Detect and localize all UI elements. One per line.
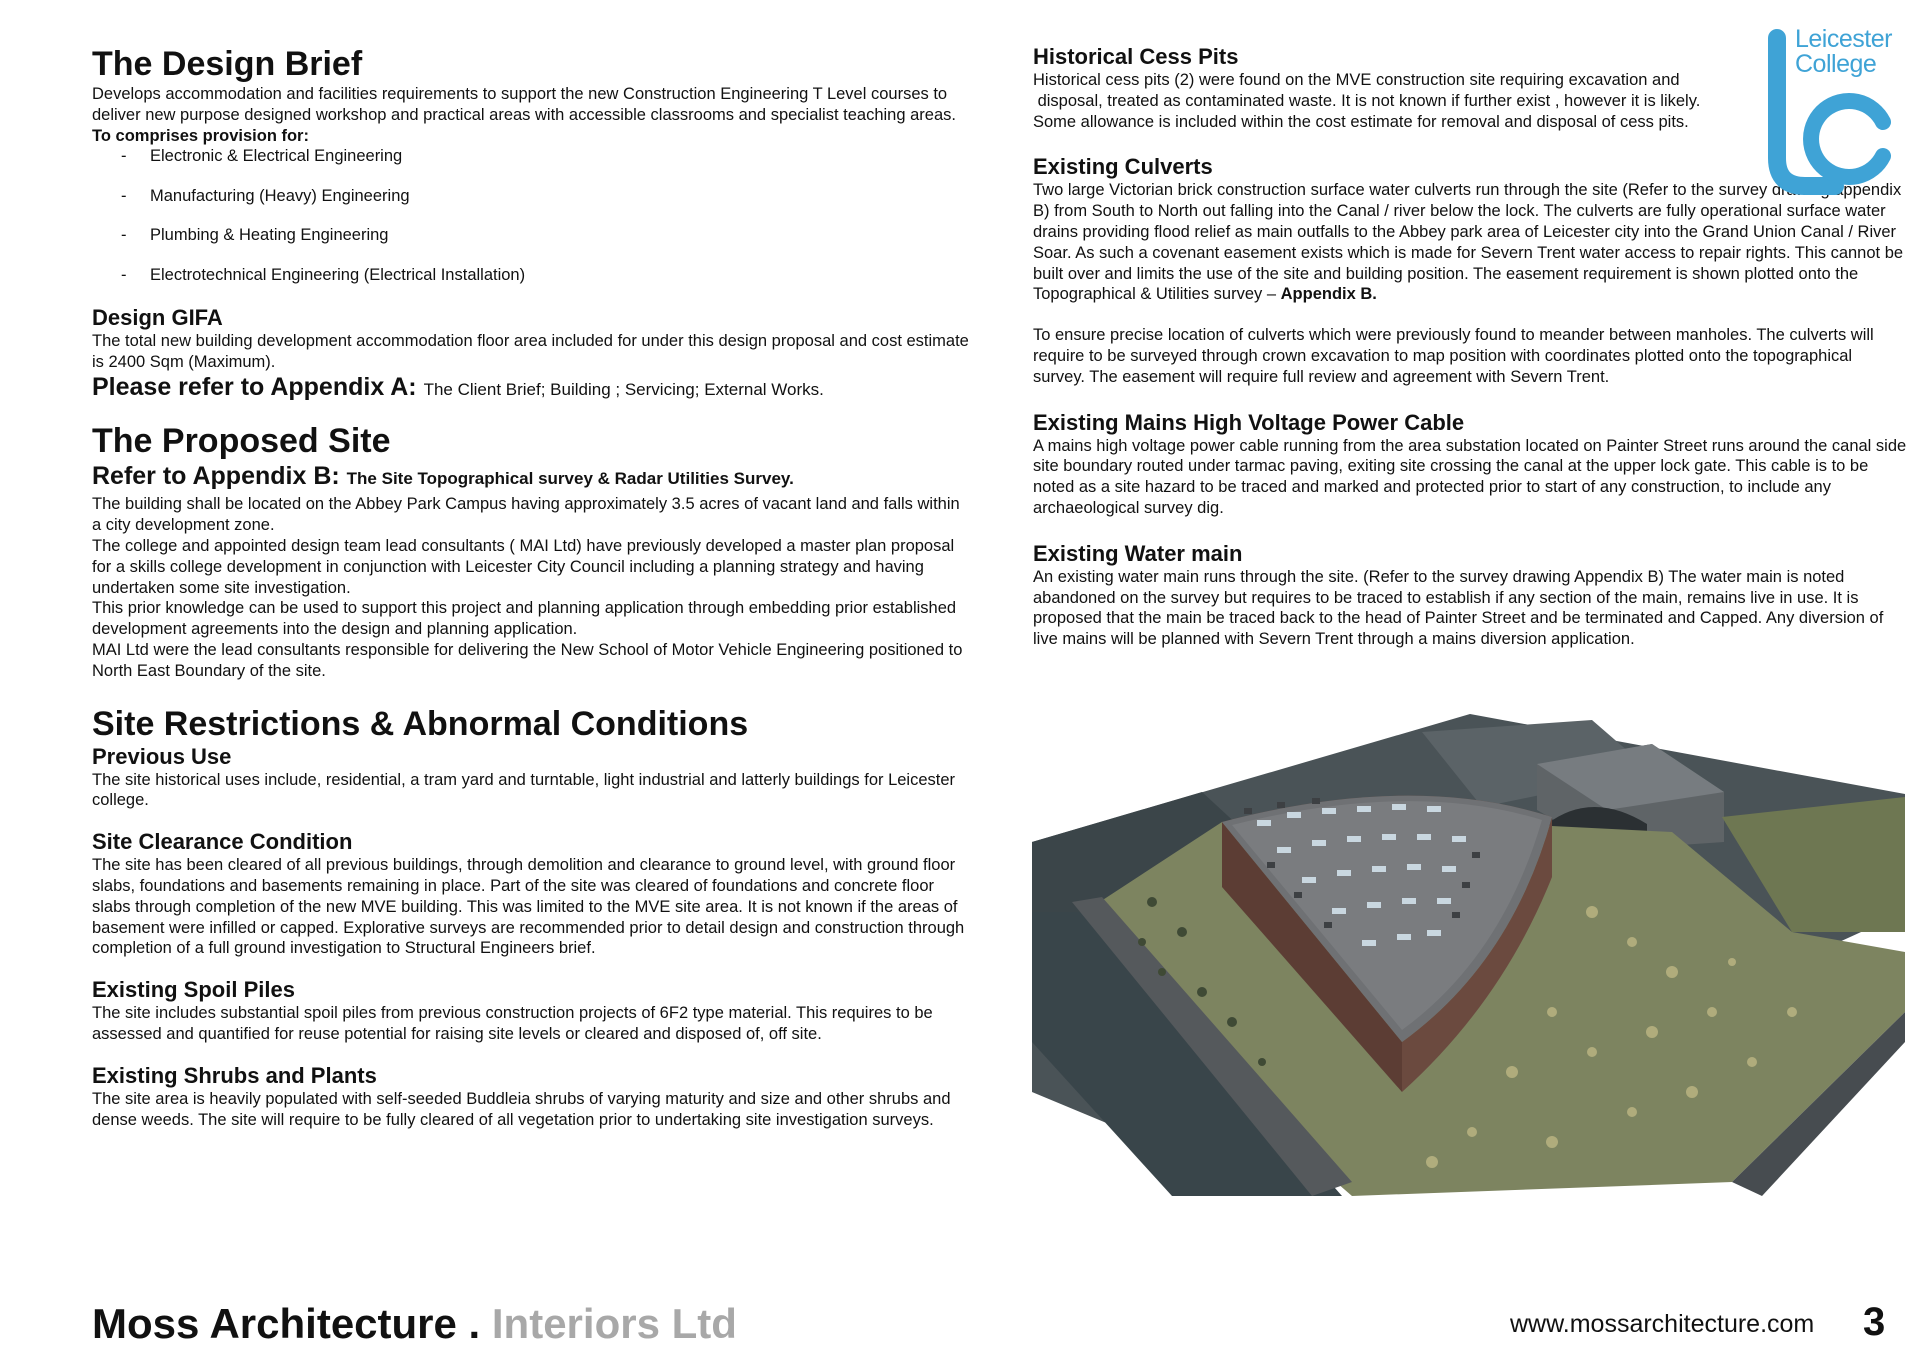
- appendix-a-text: The Client Brief; Building ; Servicing; External Works.: [423, 380, 824, 400]
- brand-name: Moss Architecture .: [92, 1300, 481, 1347]
- comprises-label: To comprises provision for:: [92, 126, 309, 145]
- left-column: [92, 44, 972, 1130]
- appendix-a-reference: [92, 372, 972, 405]
- culverts-text: Two large Victorian brick construction surface water culverts run through the site (Refer to the survey drawing appendix B) from South to North out falling into the Canal / river below the lock. The culverts are fully operational surface water drains providing flood relief as main outfalls to the Abbey park area of Leicester city into the Grand Union Canal / River Soar. As such a covenant easement exists which is made for Severn Trent water access to repair rights. This cannot be built over and limits the use of the site and building position. The easement requirement is shown plotted onto the Topographical & Utilities survey –: [1033, 181, 1904, 304]
- list-item: - Manufacturing (Heavy) Engineering: [121, 186, 972, 226]
- water-main-title: Existing Water main: [1033, 540, 1243, 566]
- spoil-piles-title: Existing Spoil Piles: [92, 977, 295, 1003]
- list-item: - Plumbing & Heating Engineering: [121, 225, 972, 265]
- list-item: - Electrotechnical Engineering (Electrical Installation): [121, 265, 972, 291]
- brand-suffix: Interiors Ltd: [491, 1300, 737, 1347]
- previous-use-title: Previous Use: [92, 743, 232, 769]
- proposed-site-paragraph: The building shall be located on the Abbey Park Campus having approximately 3.5 acres of vacant land and falls within a city development zone.: [92, 495, 960, 535]
- water-main-body: An existing water main runs through the site. (Refer to the survey drawing Appendix B) The water main is noted abandoned on the survey but requires to be traced to establish if any section of the main, remains live in use. It is proposed that the main be traced back to the head of Painter Street and be terminated and Capped. Any diversion of live mains will be planned with Severn Trent through a mains diversion application.: [1033, 567, 1884, 649]
- logo-line-2: College: [1795, 50, 1877, 78]
- footer-brand: [92, 1300, 737, 1348]
- cess-pits-line: disposal, treated as contaminated waste. It is not known if further exist , however it is likely.: [1033, 91, 1701, 110]
- appendix-b-label: Refer to Appendix B:: [92, 462, 340, 491]
- logo-text: [1795, 27, 1892, 77]
- list-item: - Electronic & Electrical Engineering: [121, 146, 972, 186]
- footer-url[interactable]: www.mossarchitecture.com: [1510, 1310, 1815, 1338]
- cess-pits-line: Some allowance is included within the cost estimate for removal and disposal of cess pits.: [1033, 112, 1689, 131]
- page-number: 3: [1863, 1300, 1886, 1344]
- proposed-site-title: The Proposed Site: [92, 422, 391, 461]
- spoil-piles-body: The site includes substantial spoil piles from previous construction projects of 6F2 type material. This requires to be assessed and quantified for reuse potential for raising site levels or cleared and disposed of, off site.: [92, 1004, 933, 1044]
- provision-list: [92, 146, 972, 291]
- culverts-body: [1033, 180, 1908, 305]
- cess-pits-line: Historical cess pits (2) were found on the MVE construction site requiring excavation and: [1033, 71, 1680, 89]
- appendix-b-text: The Site Topographical survey & Radar Utilities Survey.: [346, 469, 794, 489]
- design-gifa-body: The total new building development accommodation floor area included for under this design proposal and cost estimate is 2400 Sqm (Maximum).: [92, 331, 969, 371]
- proposed-site-paragraph: MAI Ltd were the lead consultants responsible for delivering the New School of Motor Vehicle Engineering positioned to North East Boundary of the site.: [92, 641, 963, 680]
- design-brief-body: Develops accommodation and facilities requirements to support the new Construction Engineering T Level courses to deliver new purpose designed workshop and practical areas with accessible classrooms and specialist teaching areas.: [92, 85, 956, 124]
- shrubs-body: The site area is heavily populated with self-seeded Buddleia shrubs of varying maturity and size and other shrubs and dense weeds. The site will require to be fully cleared of all vegetation prior to undertaking site investigation surveys.: [92, 1089, 951, 1129]
- site-clearance-title: Site Clearance Condition: [92, 829, 353, 855]
- culverts-body-2: To ensure precise location of culverts which were previously found to meander between manholes. The culverts will require to be surveyed through crown excavation to map position with coordinates plotted onto the topographical survey. The easement will require full review and agreement with Severn Trent.: [1033, 326, 1874, 386]
- power-cable-body: A mains high voltage power cable running from the area substation located on Painter Street runs around the canal side site boundary routed under tarmac paving, exiting site crossing the canal at the upper lock gate. This cable is to be noted as a site hazard to be traced and marked and protected prior to start of any construction, to include any archaeological survey dig.: [1033, 436, 1907, 517]
- design-gifa-title: Design GIFA: [92, 304, 223, 330]
- shrubs-title: Existing Shrubs and Plants: [92, 1062, 377, 1088]
- power-cable-title: Existing Mains High Voltage Power Cable: [1033, 409, 1465, 435]
- proposed-site-paragraph: The college and appointed design team lead consultants ( MAI Ltd) have previously developed a master plan proposal for a skills college development in conjunction with Leicester City Council including a planning strategy and having undertaken some site investigation.: [92, 537, 955, 597]
- site-restrictions-title: Site Restrictions & Abnormal Conditions: [92, 704, 749, 743]
- building-aerial-render: [1032, 712, 1905, 1196]
- culverts-appendix-ref: Appendix B.: [1280, 285, 1377, 304]
- logo-line-1: Leicester: [1795, 25, 1892, 53]
- previous-use-body: The site historical uses include, residential, a tram yard and turntable, light industrial and latterly buildings for Leicester college.: [92, 770, 956, 810]
- cess-pits-title: Historical Cess Pits: [1033, 44, 1239, 69]
- appendix-a-label: Please refer to Appendix A:: [92, 373, 417, 402]
- design-brief-title: The Design Brief: [92, 45, 363, 83]
- culverts-title: Existing Culverts: [1033, 154, 1213, 180]
- proposed-site-paragraph: This prior knowledge can be used to support this project and planning application through embedding prior established development agreements into the design and planning application.: [92, 599, 957, 639]
- site-clearance-body: The site has been cleared of all previous buildings, through demolition and clearance to ground level, with ground floor slabs, foundations and basements remaining in place. Part of the site was cleared of foundations and concrete floor slabs through completion of the new MVE building. This was limited to the MVE site area. It is not known if the areas of basement were infilled or capped. Explorative surveys are recommended prior to detail design and construction through completion of a full ground investigation to Structural Engineers brief.: [92, 856, 965, 958]
- appendix-b-reference: [92, 461, 972, 494]
